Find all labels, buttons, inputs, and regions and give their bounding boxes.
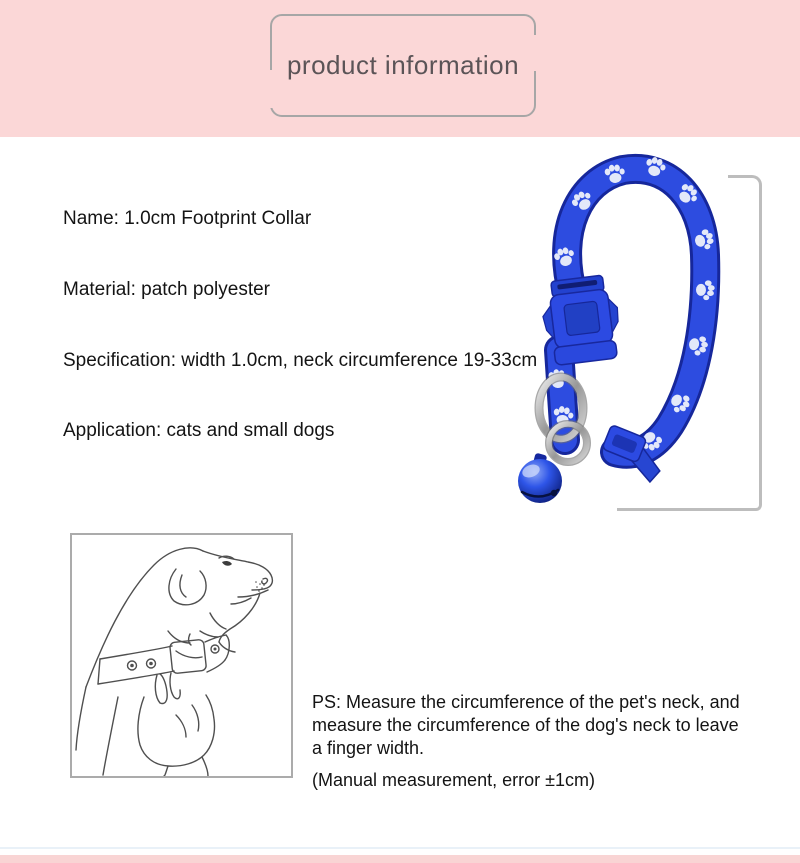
ps-line-3: a finger width. <box>312 738 425 758</box>
footer-band <box>0 855 800 863</box>
measuring-hand <box>138 673 215 776</box>
spec-specification: Specification: width 1.0cm, neck circumference 19-33cm <box>63 350 538 371</box>
spec-name: Name: 1.0cm Footprint Collar <box>63 208 312 229</box>
title-box-border-gap-left <box>268 70 274 108</box>
section-divider-line <box>0 847 800 849</box>
title-box <box>270 14 536 117</box>
product-photo-collar <box>455 140 775 535</box>
measure-figure-box <box>70 533 293 778</box>
ps-line-1: PS: Measure the circumference of the pet's neck, and <box>312 692 740 712</box>
dog-head <box>76 548 272 775</box>
title-box-border-gap-right <box>532 35 538 71</box>
spec-material: Material: patch polyester <box>63 279 270 300</box>
ps-line-2: measure the circumference of the dog's neck to leave <box>312 715 739 735</box>
ps-note: (Manual measurement, error ±1cm) <box>312 770 595 790</box>
page-title: product information <box>286 50 520 80</box>
ps-block <box>312 691 772 792</box>
spec-application: Application: cats and small dogs <box>63 420 335 441</box>
dog-collar-line-drawing <box>72 535 291 776</box>
dog-collar <box>98 634 229 684</box>
